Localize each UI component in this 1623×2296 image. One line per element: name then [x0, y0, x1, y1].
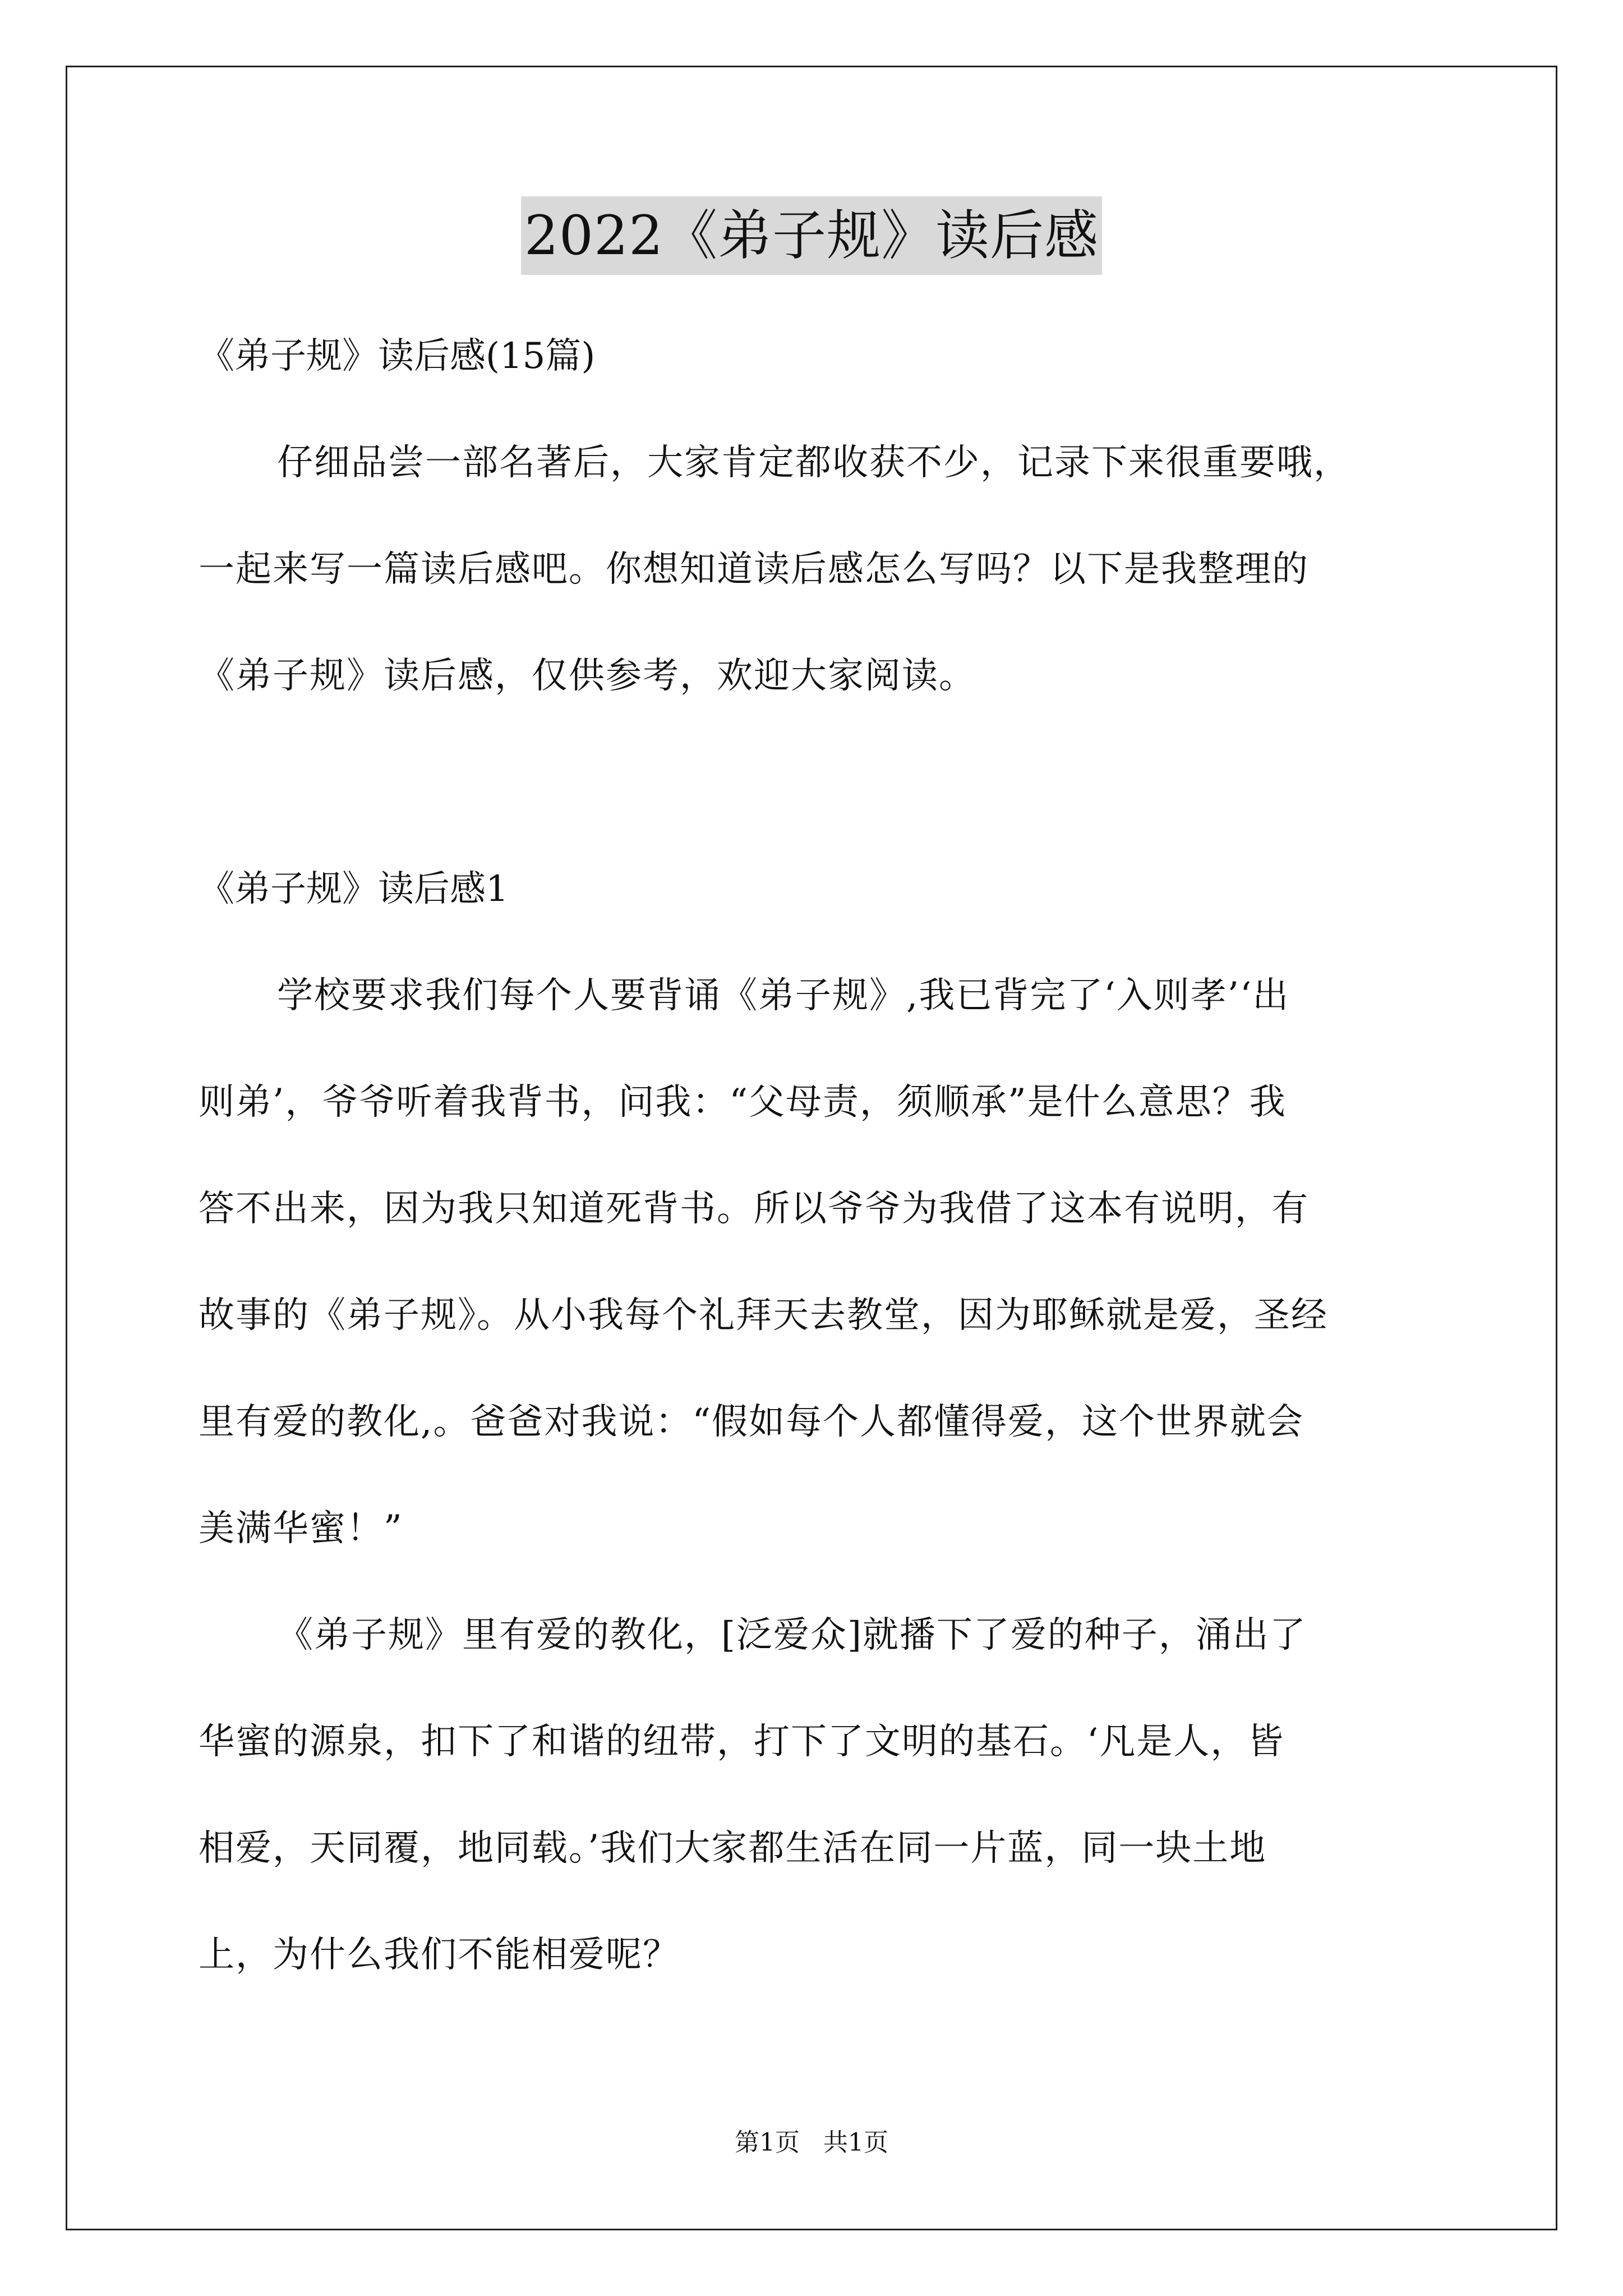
page-footer: [0, 2126, 1623, 2160]
intro-line: 仔细品尝一部名著后，大家肯定都收获不少，记录下来很重要哦，: [277, 442, 1350, 484]
paragraph1-line: 故事的《弟子规》。从小我每个礼拜天去教堂，因为耶稣就是爱，圣经: [199, 1295, 1328, 1336]
page-number: 第1页: [735, 2128, 800, 2157]
paragraph2-line: 上，为什么我们不能相爱呢？: [199, 1934, 680, 1976]
blank-line: [199, 729, 1432, 836]
subtitle: 《弟子规》读后感(15篇): [199, 335, 596, 377]
paragraph1-line: 则弟’，爷爷听着我背书，问我：“父母责，须顺承”是什么意思？我: [199, 1082, 1287, 1123]
paragraph1-line: 答不出来，因为我只知道死背书。所以爷爷为我借了这本有说明，有: [199, 1188, 1309, 1230]
paragraph1-line: 学校要求我们每个人要背诵《弟子规》,我已背完了‘入则孝’‘出: [277, 975, 1290, 1016]
section-heading: 《弟子规》读后感1: [199, 868, 509, 910]
intro-line: 一起来写一篇读后感吧。你想知道读后感怎么写吗？以下是我整理的: [199, 549, 1309, 590]
paragraph2-line: 华蜜的源泉，扣下了和谐的纽带，打下了文明的基石。‘凡是人，皆: [199, 1721, 1285, 1763]
paragraph2-line: 相爱，天同覆，地同载。’我们大家都生活在同一片蓝，同一块土地: [199, 1828, 1267, 1869]
paragraph2-line: 《弟子规》里有爱的教化，[泛爱众]就播下了爱的种子，涌出了: [277, 1614, 1307, 1656]
document-title: 2022《弟子规》读后感: [521, 196, 1102, 275]
intro-line: 《弟子规》读后感，仅供参考，欢迎大家阅读。: [199, 655, 976, 697]
paragraph1-line: 里有爱的教化,。爸爸对我说：“假如每个人都懂得爱，这个世界就会: [199, 1401, 1304, 1443]
page-total: 共1页: [823, 2128, 888, 2157]
document-body: [199, 303, 1432, 2008]
title-wrap: [0, 196, 1623, 275]
paragraph1-line: 美满华蜜！”: [199, 1508, 403, 1549]
